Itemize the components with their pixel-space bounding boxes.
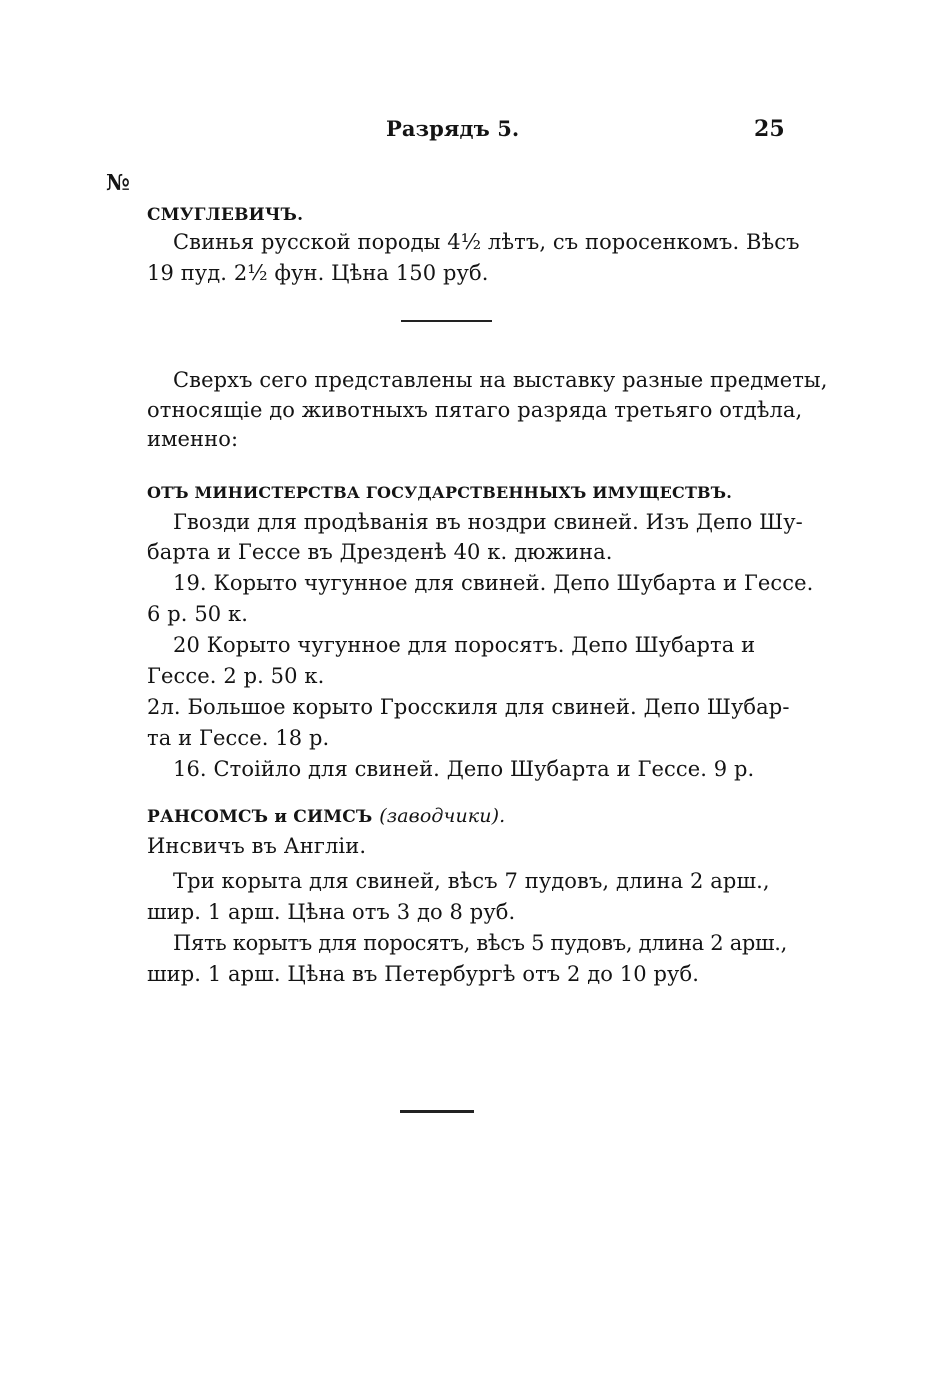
entry-line: та и Гессе. 18 р. [147,726,330,750]
entry-line: 19. Корыто чугунное для свиней. Депо Шубарта и Гессе. [173,571,814,595]
entry-line: Пять корытъ для поросятъ, вѣсъ 5 пудовъ, длина 2 арш., [173,931,788,955]
entry-line: 16. Стоійло для свиней. Депо Шубарта и Гессе. 9 р. [173,757,755,781]
page-number: 25 [754,116,785,142]
exhibitor-location: Инсвичъ въ Англіи. [147,834,367,858]
entry-line: 2л. Большое корыто Гросскиля для свиней. Депо Шубар- [147,695,790,719]
exhibitor-name: СМУГЛЕВИЧЪ. [147,205,304,225]
exhibitor-heading [147,802,505,830]
number-sign: № [106,170,131,196]
entry-line: Гвозди для продѣванія въ ноздри свиней. Изъ Депо Шу- [173,510,803,534]
note-line: Сверхъ сего представлены на выставку разные предметы, [173,368,828,392]
exhibitor-name: РАНСОМСЪ и СИМСЪ [147,807,373,827]
entry-line: шир. 1 арш. Цѣна въ Петербургѣ отъ 2 до 10 руб. [147,962,700,986]
entry-line: Гессе. 2 р. 50 к. [147,664,325,688]
entry-line: шир. 1 арш. Цѣна отъ 3 до 8 руб. [147,900,516,924]
entry-line: 6 р. 50 к. [147,602,249,626]
separator-rule [401,320,492,322]
closing-rule [400,1110,474,1113]
entry-line: Свинья русской породы 4½ лѣтъ, съ поросенкомъ. Вѣсъ [173,230,800,254]
entry-line: барта и Гессе въ Дрезденѣ 40 к. дюжина. [147,540,613,564]
running-title: Разрядъ 5. [386,116,520,141]
entry-line: 19 пуд. 2½ фун. Цѣна 150 руб. [147,261,489,285]
note-line: именно: [147,427,239,451]
note-line: относящіе до животныхъ пятаго разряда третьяго отдѣла, [147,398,803,422]
entry-line: 20 Корыто чугунное для поросятъ. Депо Шубарта и [173,633,756,657]
entry-line: Три корыта для свиней, вѣсъ 7 пудовъ, длина 2 арш., [173,869,770,893]
exhibitor-note: (заводчики). [379,805,506,827]
exhibitor-name: ОТЪ МИНИСТЕРСТВА ГОСУДАРСТВЕННЫХЪ ИМУЩЕСТВЪ. [147,483,733,502]
